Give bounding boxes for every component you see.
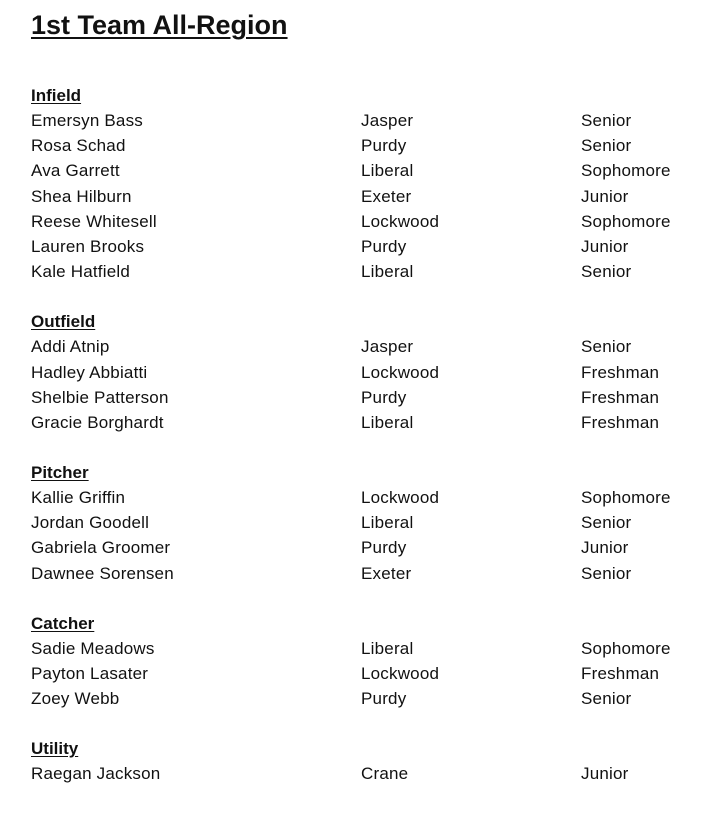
section-infield [31,83,711,284]
player-row [31,360,711,385]
player-class: Senior [581,262,632,282]
player-school: Liberal [361,638,414,658]
player-row [31,108,711,133]
section-heading: Catcher [31,613,95,633]
roster-sections [31,83,711,812]
player-class: Senior [581,513,632,533]
player-school: Exeter [361,563,412,583]
player-school: Purdy [361,387,407,407]
player-row [31,661,711,686]
player-class: Senior [581,563,632,583]
player-row [31,385,711,410]
player-school: Liberal [361,513,414,533]
player-class: Freshman [581,387,660,407]
player-row [31,133,711,158]
player-name: Jordan Goodell [31,513,150,533]
player-row [31,636,711,661]
player-name: Reese Whitesell [31,211,157,231]
player-row [31,334,711,359]
player-name: Payton Lasater [31,664,149,683]
section-heading: Outfield [31,312,96,332]
player-class: Junior [581,764,629,784]
player-class: Junior [581,186,629,206]
player-row [31,184,711,209]
player-class: Freshman [581,412,660,432]
player-school: Purdy [361,538,407,558]
section-outfield [31,309,711,435]
player-school: Exeter [361,186,412,206]
player-class: Freshman [581,664,660,683]
player-name: Ava Garrett [31,161,120,181]
player-school: Lockwood [361,664,440,683]
player-class: Freshman [581,362,660,382]
player-name: Zoey Webb [31,689,120,709]
player-name: Hadley Abbiatti [31,362,148,382]
player-class: Senior [581,111,632,130]
player-school: Liberal [361,161,414,181]
player-class: Senior [581,337,632,357]
player-row [31,561,711,586]
player-school: Liberal [361,262,414,282]
player-row [31,510,711,535]
player-school: Purdy [361,236,407,256]
player-row [31,234,711,259]
player-row [31,209,711,234]
player-school: Purdy [361,689,407,709]
player-name: Shelbie Patterson [31,387,169,407]
player-row [31,158,711,183]
player-school: Lockwood [361,488,440,508]
player-school: Jasper [361,111,414,130]
player-class: Sophomore [581,488,671,508]
player-class: Sophomore [581,211,671,231]
player-name: Raegan Jackson [31,764,161,784]
player-school: Crane [361,764,409,784]
player-school: Purdy [361,136,407,156]
player-class: Senior [581,136,632,156]
section-catcher [31,611,711,712]
player-name: Dawnee Sorensen [31,563,174,583]
player-name: Addi Atnip [31,337,110,357]
section-utility [31,736,711,786]
section-heading: Pitcher [31,463,89,483]
player-name: Kallie Griffin [31,488,126,508]
player-name: Sadie Meadows [31,638,155,658]
player-name: Lauren Brooks [31,236,145,256]
page-title: 1st Team All-Region [31,10,288,40]
player-name: Rosa Schad [31,136,126,156]
player-school: Lockwood [361,211,440,231]
player-class: Sophomore [581,161,671,181]
player-class: Sophomore [581,638,671,658]
player-school: Liberal [361,412,414,432]
player-row [31,259,711,284]
player-name: Gabriela Groomer [31,538,171,558]
player-name: Kale Hatfield [31,262,130,282]
section-heading: Infield [31,86,82,105]
player-class: Senior [581,689,632,709]
player-row [31,410,711,435]
section-heading: Utility [31,739,79,759]
player-name: Emersyn Bass [31,111,143,130]
player-school: Jasper [361,337,414,357]
player-class: Junior [581,538,629,558]
player-name: Gracie Borghardt [31,412,164,432]
player-class: Junior [581,236,629,256]
section-pitcher [31,460,711,586]
player-row [31,535,711,560]
player-row [31,761,711,786]
player-row [31,686,711,711]
player-name: Shea Hilburn [31,186,132,206]
player-row [31,485,711,510]
player-school: Lockwood [361,362,440,382]
